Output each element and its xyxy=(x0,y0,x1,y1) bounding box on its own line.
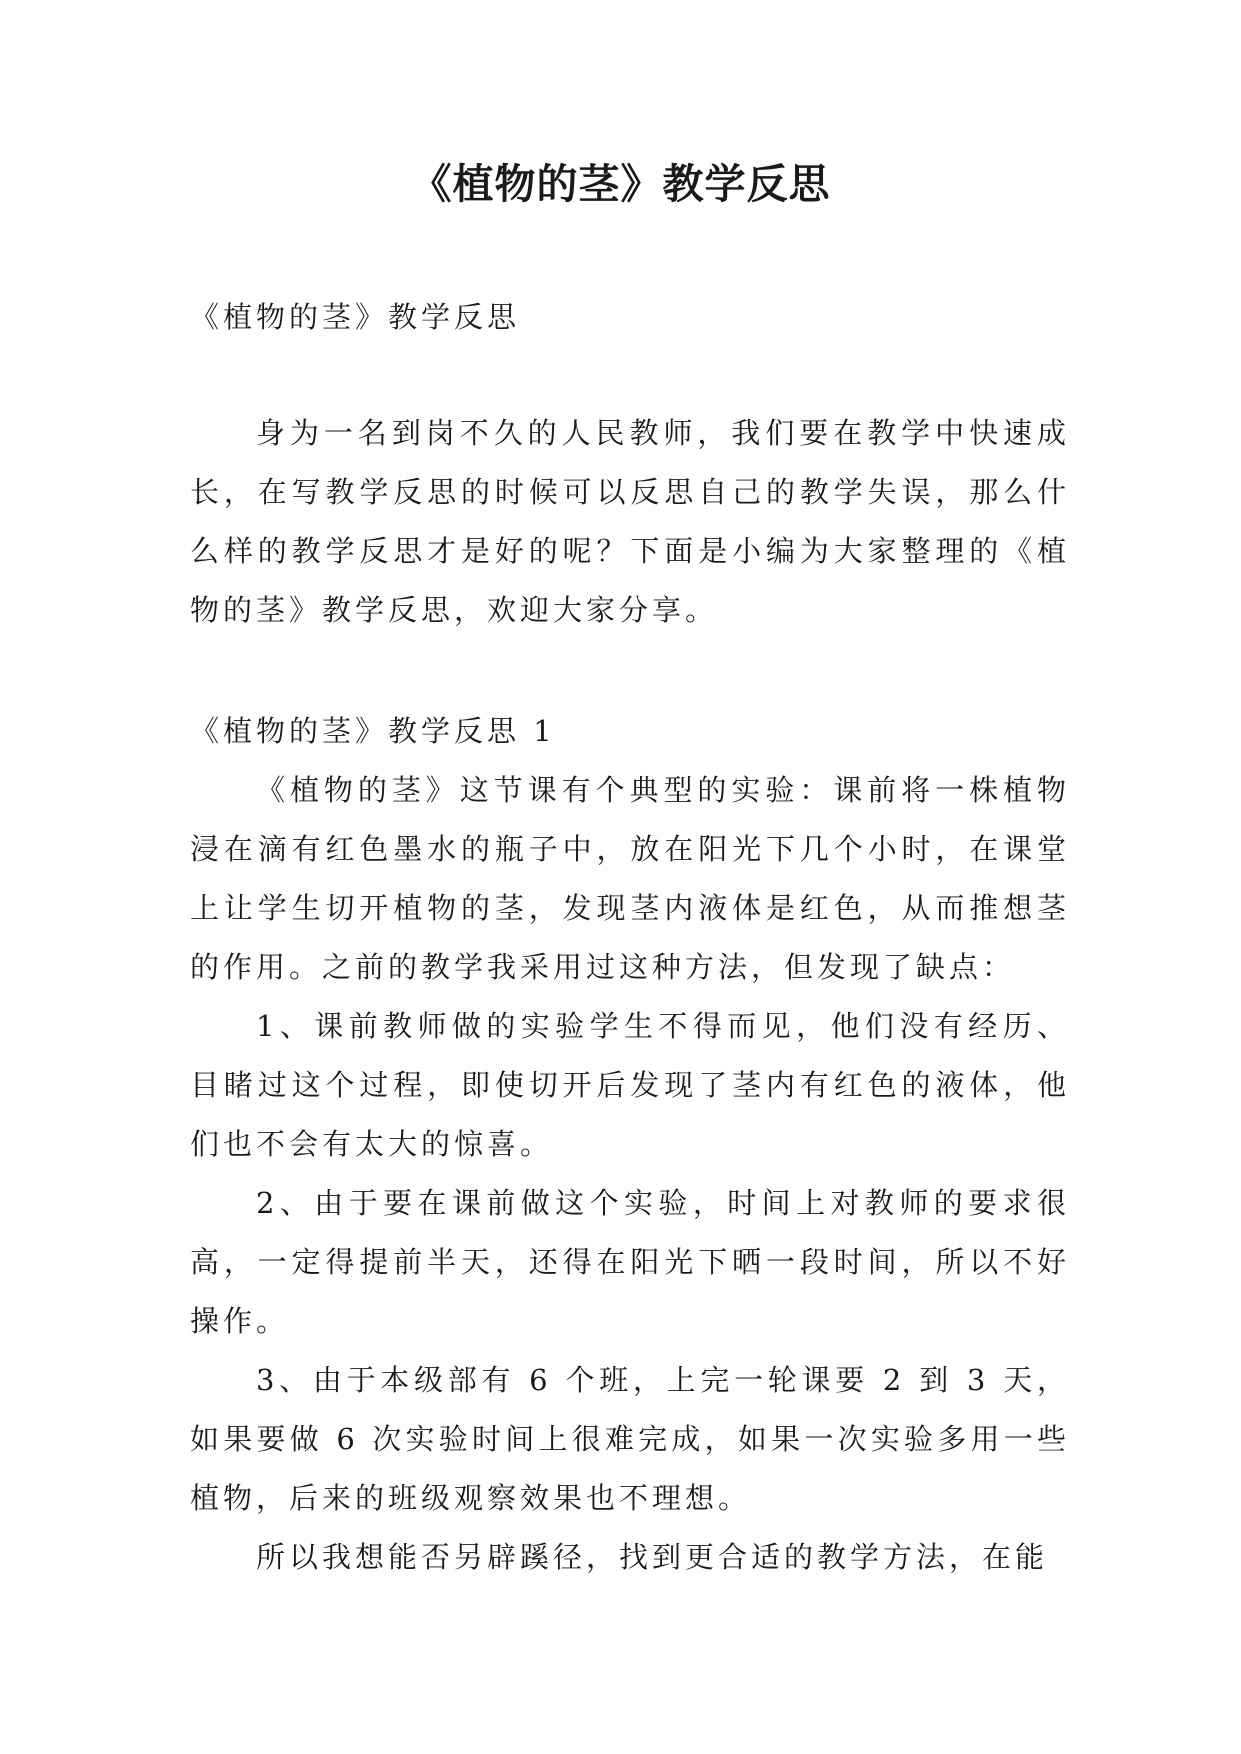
paragraph-experiment: 《植物的茎》这节课有个典型的实验：课前将一株植物浸在滴有红色墨水的瓶子中，放在阳光下几个小时，在课堂上让学生切开植物的茎，发现茎内液体是红色，从而推想茎的作用。之前的教学我采用过这种方法，但发现了缺点： xyxy=(190,773,1070,984)
section-1 xyxy=(190,702,1070,1587)
document-subtitle: 《植物的茎》教学反思 xyxy=(190,300,521,334)
section-heading: 《植物的茎》教学反思 1 xyxy=(190,714,556,748)
paragraph-conclusion: 所以我想能否另辟蹊径，找到更合适的教学方法，在能 xyxy=(256,1540,1049,1574)
list-item-3: 3、由于本级部有 6 个班，上完一轮课要 2 到 3 天，如果要做 6 次实验时间上很难完成，如果一次实验多用一些植物，后来的班级观察效果也不理想。 xyxy=(190,1363,1070,1515)
list-item-1: 1、课前教师做的实验学生不得而见，他们没有经历、目睹过这个过程，即使切开后发现了茎内有红色的液体，他们也不会有太大的惊喜。 xyxy=(190,1009,1070,1161)
intro-paragraph: 身为一名到岗不久的人民教师，我们要在教学中快速成长，在写教学反思的时候可以反思自己的教学失误，那么什么样的教学反思才是好的呢？下面是小编为大家整理的《植物的茎》教学反思，欢迎大家分享。 xyxy=(190,416,1070,627)
document-title: 《植物的茎》教学反思 xyxy=(410,160,831,208)
list-item-2: 2、由于要在课前做这个实验，时间上对教师的要求很高，一定得提前半天，还得在阳光下晒一段时间，所以不好操作。 xyxy=(190,1186,1070,1338)
